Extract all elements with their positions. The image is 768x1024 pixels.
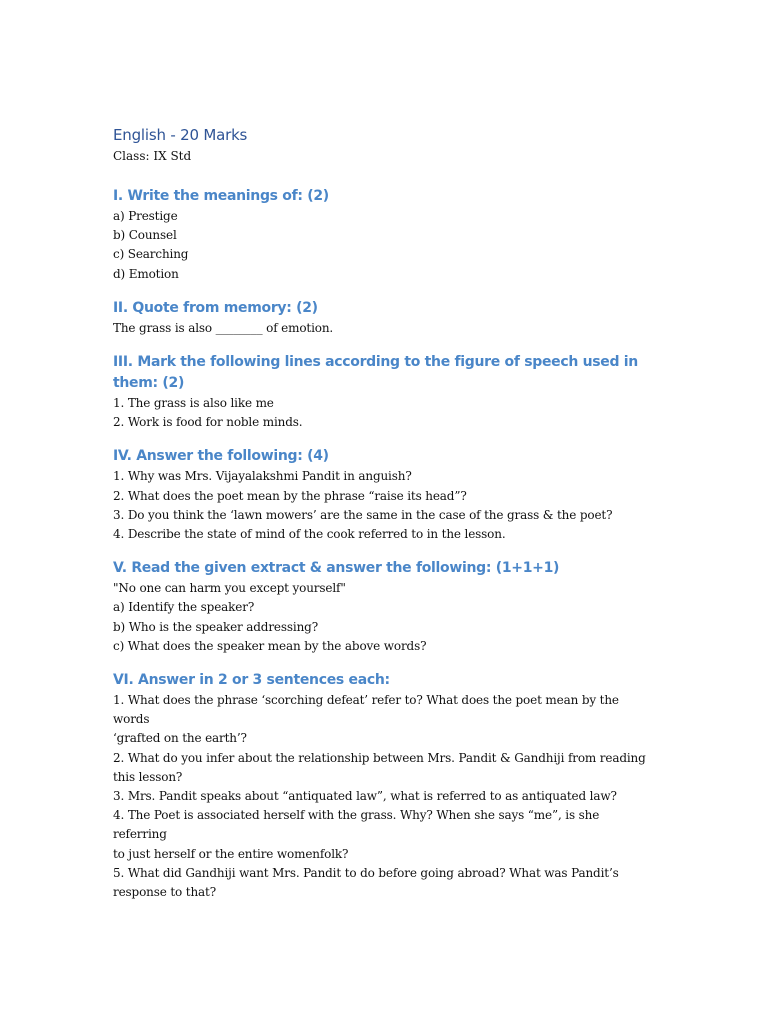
section-heading: II. Quote from memory: (2) [113, 299, 318, 316]
class-line: Class: IX Std [113, 149, 192, 163]
document-page [113, 123, 653, 902]
section-2 [113, 298, 653, 338]
section-4 [113, 446, 653, 544]
question-line: 1. What does the phrase ‘scorching defeat’ refer to? What does the poet mean by the words [113, 693, 619, 727]
section-1 [113, 186, 653, 284]
section-3 [113, 352, 653, 432]
question-line: ‘grafted on the earth’? [113, 731, 247, 746]
question-line: c) What does the speaker mean by the above words? [113, 638, 427, 653]
question-line: d) Emotion [113, 266, 179, 281]
question-line: b) Counsel [113, 228, 177, 243]
question-line: b) Who is the speaker addressing? [113, 619, 318, 634]
question-line: to just herself or the entire womenfolk? [113, 846, 349, 861]
question-line: this lesson? [113, 769, 183, 784]
question-line: a) Prestige [113, 209, 178, 223]
question-line: c) Searching [113, 247, 189, 262]
question-line: 2. What do you infer about the relationship between Mrs. Pandit & Gandhiji from reading [113, 750, 646, 765]
question-line: 1. Why was Mrs. Vijayalakshmi Pandit in anguish? [113, 469, 412, 484]
section-heading: III. Mark the following lines according to the figure of speech used in them: (2) [113, 354, 638, 392]
question-line: a) Identify the speaker? [113, 600, 255, 615]
section-heading: VI. Answer in 2 or 3 sentences each: [113, 672, 390, 689]
question-line: 4. The Poet is associated herself with the grass. Why? When she says “me”, is she referring [113, 808, 600, 842]
question-line: 3. Mrs. Pandit speaks about “antiquated law”, what is referred to as antiquated law? [113, 789, 617, 804]
section-heading: V. Read the given extract & answer the following: (1+1+1) [113, 560, 560, 577]
section-6 [113, 670, 653, 902]
section-heading: I. Write the meanings of: (2) [113, 188, 329, 204]
question-line: 1. The grass is also like me [113, 396, 274, 411]
extract-quote: "No one can harm you except yourself" [113, 581, 346, 596]
question-line: 2. What does the poet mean by the phrase “raise its head”? [113, 488, 467, 503]
question-line: 3. Do you think the ‘lawn mowers’ are the same in the case of the grass & the poet? [113, 507, 613, 522]
question-line: 4. Describe the state of mind of the cook referred to in the lesson. [113, 527, 506, 542]
question-line: response to that? [113, 885, 216, 900]
document-title: English - 20 Marks [113, 126, 248, 144]
question-line: 5. What did Gandhiji want Mrs. Pandit to do before going abroad? What was Pandit’s [113, 865, 619, 880]
section-5 [113, 558, 653, 656]
question-line: The grass is also ________ of emotion. [113, 320, 334, 335]
question-line: 2. Work is food for noble minds. [113, 415, 303, 430]
section-heading: IV. Answer the following: (4) [113, 448, 329, 465]
